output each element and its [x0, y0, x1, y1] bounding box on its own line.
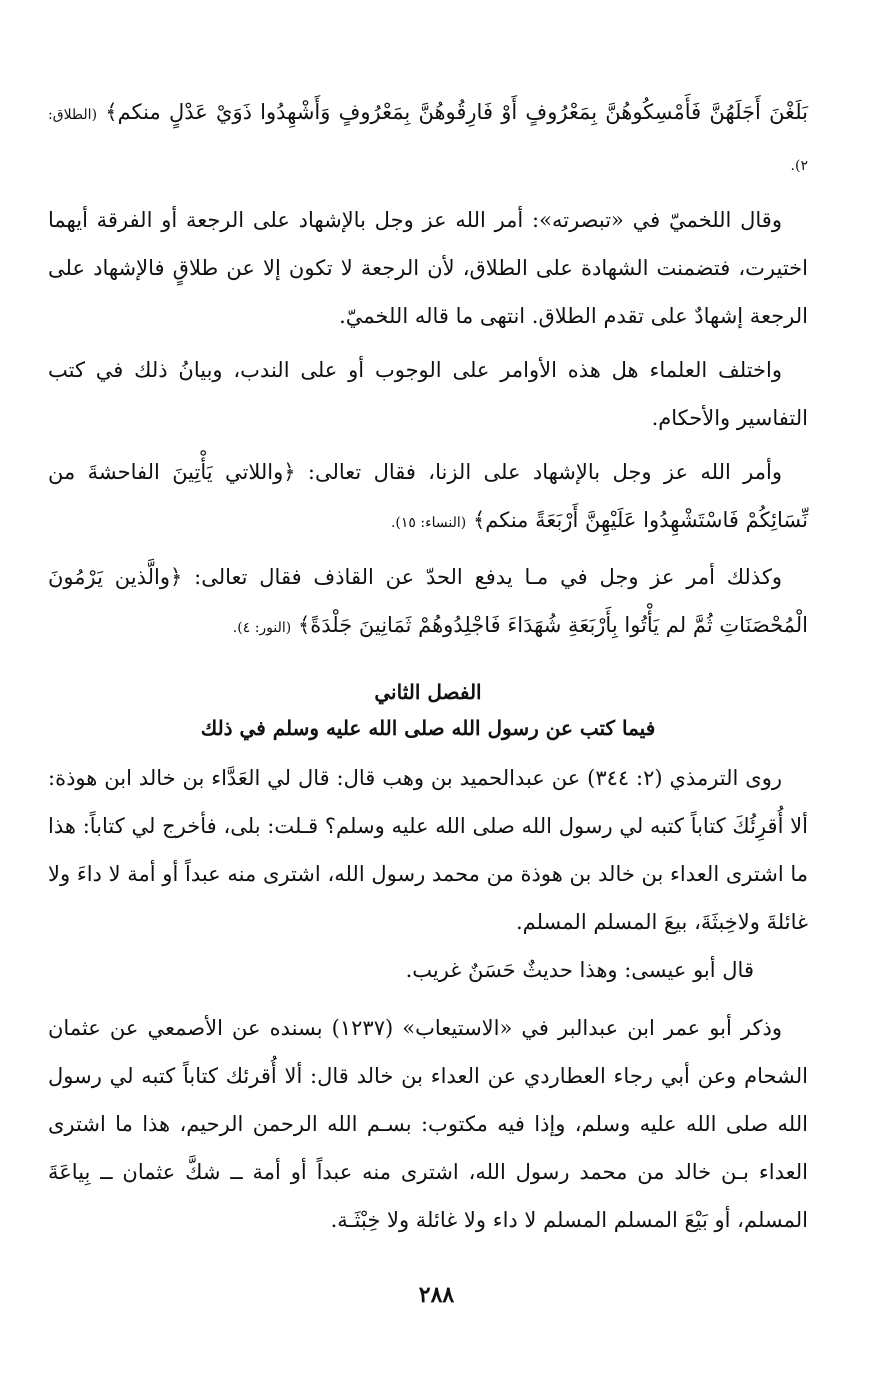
verse-reference: (الطلاق: ٢). [48, 107, 808, 174]
chapter-subtitle: فيما كتب عن رسول الله صلى الله عليه وسلم في ذلك [200, 716, 656, 740]
paragraph-scholars-dispute: واختلف العلماء هل هذه الأوامر على الوجوب أو على الندب، وبيانُ ذلك في كتب التفاسير والأحكام. [48, 358, 808, 430]
verse-reference: (النور: ٤). [232, 620, 292, 636]
chapter-title: الفصل الثاني [374, 680, 482, 704]
paragraph-zina-witness [48, 448, 808, 547]
paragraph-istiab: وذكر أبو عمر ابن عبدالبر في «الاستيعاب» (١٢٣٧) بسنده عن الأصمعي عن عثمان الشحام وعن أبي رجاء العطاردي عن العداء بن خالد قال: ألا أُقرئك كتاباً كتبه لي رسول الله صلى الله عليه وسلم، وإذا فيه مكتوب: بسـم الله الرحمن الرحيم، هذا ما اشترى العداء بـن خالد من محمد رسول الله، اشترى منه عبداً أو أمة ــ شكَّ عثمان ــ بِياعَةَ المسلم، أو بَيْعَ المسلم المسلم لا داء ولا غائلة ولا خِبْثَـة. [48, 1016, 808, 1232]
paragraph-text: وأمر الله عز وجل بالإشهاد على الزنا، فقال تعالى: ﴿واللاتي يَأْتِينَ الفاحشةَ من نِّسَائِكُمْ فَاسْتَشْهِدُوا عَلَيْهِنَّ أَرْبَعَةً منكم﴾ [48, 460, 808, 532]
paragraph-qadhf [48, 553, 808, 652]
paragraph-tirmidhi-hadith: روى الترمذي (٢: ٣٤٤) عن عبدالحميد بن وهب قال: قال لي العَدَّاء بن خالد ابن هوذة: ألا أُقرِئُكَ كتاباً كتبه لي رسول الله صلى الله عليه وسلم؟ قـلت: بلى، فأخرج لي كتاباً: هذا ما اشترى العداء بن خالد بن هوذة من محمد رسول الله، اشترى منه عبداً أو أمة لا داءَ ولا غائلةَ ولاخِبثَةَ، بيعَ المسلم المسلم. [48, 766, 808, 934]
paragraph-text: بَلَغْنَ أَجَلَهُنَّ فَأَمْسِكُوهُنَّ بِمَعْرُوفٍ أَوْ فَارِقُوهُنَّ بِمَعْرُوفٍ وَأَشْهِدُوا ذَوَيْ عَدْلٍ منكم﴾ [105, 100, 808, 124]
page-number: ٢٨٨ [418, 1282, 455, 1308]
verse-reference: (النساء: ١٥). [390, 515, 467, 531]
paragraph-abu-isa-grading: قال أبو عيسى: وهذا حديثٌ حَسَنٌ غريب. [405, 958, 754, 982]
paragraph-lakhmi: وقال اللخميّ في «تبصرته»: أمر الله عز وجل بالإشهاد على الرجعة أو الفرقة أيهما اختيرت، فتضمنت الشهادة على الطلاق، لأن الرجعة لا تكون إلا عن طلاقٍ فالإشهاد على الرجعة إشهادٌ على تقدم الطلاق. انتهى ما قاله اللخميّ. [48, 208, 808, 328]
paragraph-quran-talaq [48, 88, 808, 190]
book-page [48, 88, 808, 1348]
paragraph-text: وكذلك أمر عز وجل في مـا يدفع الحدّ عن القاذف فقال تعالى: ﴿والَّذين يَرْمُونَ الْمُحْصَنَاتِ ثُمَّ لم يَأْتُوا بِأَرْبَعَةِ شُهَدَاءَ فَاجْلِدُوهُمْ ثَمَانِينَ جَلْدَةً﴾ [48, 565, 808, 637]
